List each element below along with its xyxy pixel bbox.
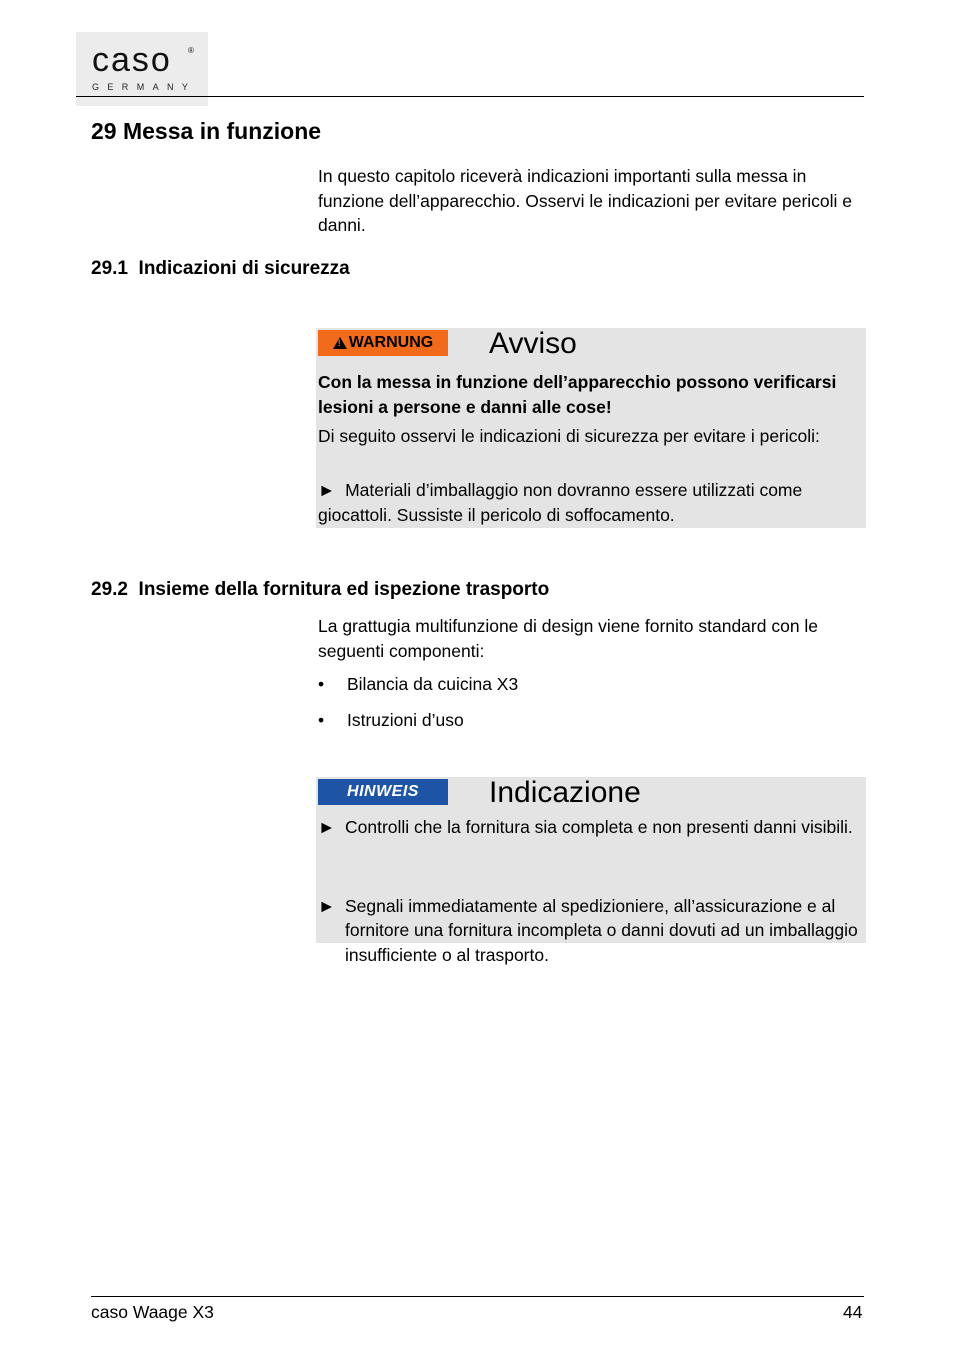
- chapter-intro: In questo capitolo riceverà indicazioni importanti sulla messa in funzione dell’apparecchio. Osservi le indicazioni per evitare pericoli e danni.: [318, 166, 853, 235]
- note-item-text: Controlli che la fornitura sia completa e non presenti danni visibili.: [345, 817, 853, 837]
- note-item: [318, 815, 881, 840]
- warning-triangle-icon: [333, 337, 347, 349]
- header-divider: [76, 96, 864, 97]
- arrow-icon: ►: [318, 895, 336, 916]
- warning-box-title: Avviso: [489, 327, 577, 360]
- note-box-title: Indicazione: [489, 776, 641, 809]
- note-badge-label: HINWEIS: [347, 783, 419, 800]
- section-title-delivery: 29.2 Insieme della fornitura ed ispezione trasporto: [91, 579, 550, 600]
- list-item-text: Istruzioni d’uso: [347, 710, 464, 730]
- warning-box-item: [318, 478, 854, 527]
- note-item: [318, 894, 881, 968]
- note-badge: [318, 779, 448, 805]
- footer-divider: [91, 1296, 864, 1297]
- logo-registered-mark: ®: [188, 46, 194, 55]
- warning-box: [316, 328, 866, 528]
- footer-page-number: 44: [843, 1302, 863, 1322]
- warning-badge: [318, 330, 448, 356]
- note-item-text: Segnali immediatamente al spedizioniere, all’assicurazione e al fornitore una fornitura incompleta o danni dovuti ad un imballaggio insufficiente o al trasporto.: [345, 895, 858, 965]
- warning-badge-label: WARNUNG: [348, 334, 434, 351]
- footer-product-name: caso Waage X3: [91, 1302, 214, 1322]
- section-title-safety: 29.1 Indicazioni di sicurezza: [91, 258, 350, 279]
- logo-tagline: GERMANY: [92, 82, 197, 92]
- bullet-icon: •: [318, 710, 325, 730]
- bullet-icon: •: [318, 674, 325, 694]
- logo-wordmark: caso: [92, 41, 172, 79]
- warning-box-bold-text: Con la messa in funzione dell’apparecchio possono verificarsi lesioni a persone e danni alle cose!: [318, 372, 837, 417]
- chapter-title: 29 Messa in funzione: [91, 118, 322, 144]
- arrow-icon: ►: [318, 817, 336, 837]
- delivery-intro: La grattugia multifunzione di design viene fornito standard con le seguenti componenti:: [318, 616, 819, 661]
- warning-item-text: Materiali d’imballaggio non dovranno essere utilizzati come giocattoli. Sussiste il pericolo di soffocamento.: [318, 480, 803, 525]
- list-item-text: Bilancia da cuicina X3: [347, 674, 519, 694]
- warning-box-text: Di seguito osservi le indicazioni di sicurezza per evitare i pericoli:: [318, 426, 820, 446]
- note-box: [316, 776, 866, 965]
- arrow-icon: ►: [318, 480, 336, 500]
